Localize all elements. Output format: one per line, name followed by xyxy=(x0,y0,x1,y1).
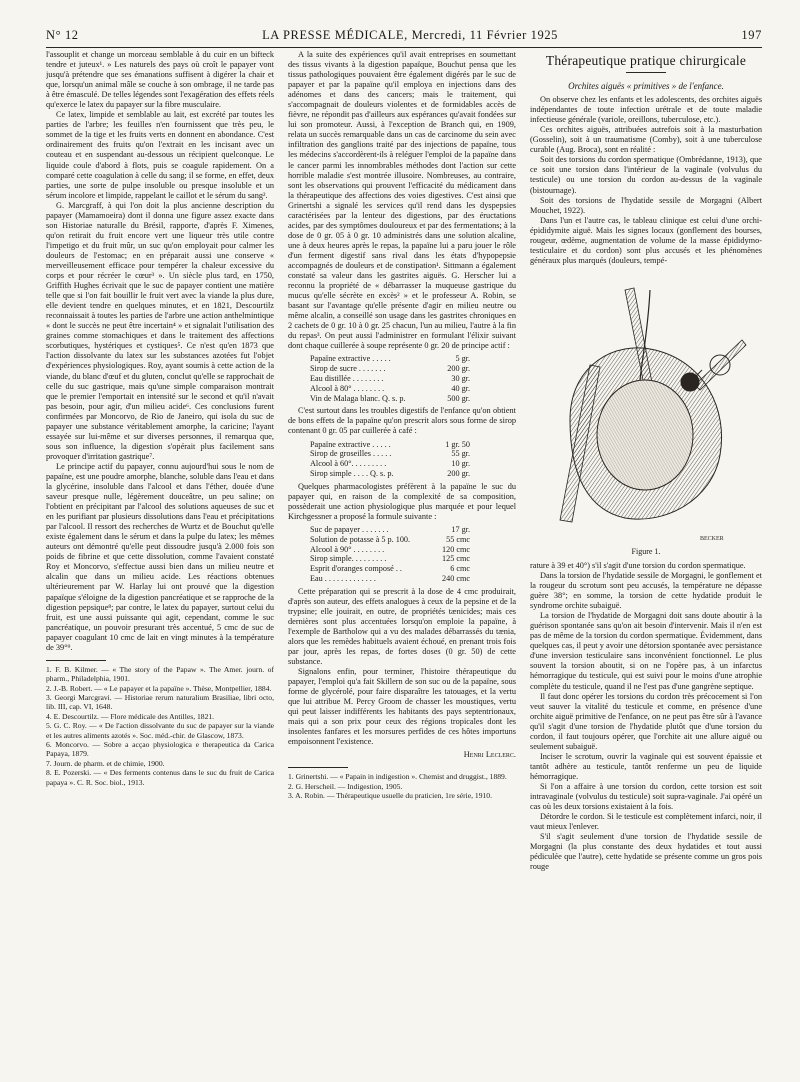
paragraph: Soit des torsions de l'hydatide sessile de Morgagni (Albert Mouchet, 1922). xyxy=(530,195,762,215)
ingredient: Papaïne extractive . . . . . xyxy=(310,439,391,449)
section-title: Thérapeutique pratique chirurgicale xyxy=(545,53,747,68)
recipe-row xyxy=(310,574,516,584)
illustrator-signature: BECKER xyxy=(700,535,724,542)
ingredient: Vin de Malaga blanc. Q. s. p. xyxy=(310,393,406,403)
paragraph: On observe chez les enfants et les adolescents, des orchites aiguës indépendantes de toute infection urétrale et de toute maladie infectieuse générale (variole, oreillons, tuberculose, etc.). xyxy=(530,95,762,125)
recipe-row xyxy=(310,459,516,469)
quantity: 55 gr. xyxy=(451,449,470,459)
recipe-row xyxy=(310,384,516,394)
footnote: 2. J.-B. Robert. — « Le papayer et la papaïne ». Thèse, Montpellier, 1884. xyxy=(46,683,272,693)
paragraph: Soit des torsions du cordon spermatique (Ombrédanne, 1913), que ce soit une torsion dans l'intérieur de la vaginale (volvulus du testicule) ou une torsion du cordon au-dessus de la vaginale (bistournage). xyxy=(530,155,762,195)
paragraph: Détordre le cordon. Si le testicule est complètement infarci, noir, il vaut mieux l'enlever. xyxy=(530,812,762,832)
quantity: 40 gr. xyxy=(451,383,470,393)
quantity: 1 gr. 50 xyxy=(445,439,470,449)
paragraph: l'assouplit et change un morceau semblable à du cuir en un bifteck tendre et juteux¹. » Les naturels des pays où croît le papayer vont jusqu'à prétendre que ses émanations suffisent à digérer la chair et que, lorsqu'un animal mâle se couche à son ombrage, il ne tarde pas à être émasculé. De telles légendes sont l'exagération des effets réels qu'exerce le latex du papayer sur la fibre musculaire. xyxy=(46,50,274,110)
ingredient: Sirop de sucre . . . . . . . xyxy=(310,364,386,374)
quantity: 200 gr. xyxy=(447,364,470,374)
page-number: 197 xyxy=(741,28,762,42)
quantity: 500 gr. xyxy=(447,393,470,403)
surgical-illustration xyxy=(530,270,758,545)
paragraph: Cette préparation qui se prescrit à la dose de 4 cmc produirait, d'après son auteur, des effets analogues à ceux de la pepsine et de la trypsine; elle jouirait, en outre, de propriétés tænicides; mais ces dernières sont plus accentuées lorsqu'on emploie la papaïne, à l'exemple de Bartholow qui a vu des malades débarrassés du tænia, alors que les remèdes habituels avaient échoué, en prenant trois fois par jour, après les repas, de fortes doses (0 gr. 50) de cette substance. xyxy=(288,586,516,667)
recipe-kirchgessner xyxy=(310,525,516,584)
recipe-syrup xyxy=(310,440,516,479)
quantity: 10 gr. xyxy=(451,459,470,469)
ingredient: Alcool à 80° . . . . . . . . xyxy=(310,383,385,393)
footnote: 1. Grinertshi. — « Papain in indigestion ». Chemist and druggist., 1889. xyxy=(288,772,507,782)
section-rule xyxy=(626,72,666,73)
paragraph: Dans la torsion de l'hydatide sessile de Morgagni, le gonflement et la rougeur du scrotum sont peu accusés, la température ne dépasse guère 38°; en somme, la torsion de cette hydatide produit le syndrome orchite subaiguë. xyxy=(530,570,762,611)
figure-caption: Figure 1. xyxy=(631,546,661,556)
recipe-elixir xyxy=(310,354,516,403)
quantity: 55 cmc xyxy=(446,534,470,544)
paragraph: La torsion de l'hydatide de Morgagni doit sans doute aboutir à la guérison spontanée sans qu'on ait besoin d'intervenir. Mais il n'en est pas de même de la torsion du cordon spermatique. Évidemment, dans quelques cas, il peut y avoir une détorsion spontanée avec persistance d'une inversion testiculaire sans inconvénient fonctionnel. Le plus souvent la torsion aboutit, si on ne l'opère pas, à un infarctus hémorragique du testicule, qui est suivi pour le moins d'une atrophie complète du testicule, quand il ne l'est pas d'une gangrène septique. xyxy=(530,611,762,691)
ingredient: Sirop simple. . . . . . . . . xyxy=(310,554,387,564)
recipe-row xyxy=(310,564,516,574)
footnote-rule xyxy=(46,660,106,661)
article-title: Orchites aiguës « primitives » de l'enfance. xyxy=(568,81,724,92)
recipe-row xyxy=(310,374,516,384)
paragraph: G. Marcgraff, à qui l'on doit la plus ancienne description du papayer (Mamamoeira) dont il donna une figure assez exacte dans son Historiae naturalle du Brésil, rapporte, d'après F. Ximenes, qu'on retirait du fruit encore vert une liqueur très utile contre l'impetigo et du fruit mûr, un suc qu'on employait pour calmer les douleurs de l'estomac; en en préparait aussi une conserve « merveilleusement efficace pour tempérer la chaleur excessive du corps et pour récréer le cœur³ ». Un siècle plus tard, en 1750, Griffith Hughes écrivait que le suc de papayer contient une matière telle que si l'on fait bouillir le fruit vert avec la viande la plus dure, elle devient tendre en quelques minutes, et en 1821, Descourtilz reconnaissait à toutes les parties de l'arbre une action anthelmintique « dont le succès ne peut être incertain⁴ » et signalait l'utilisation des graines comme stomachiques et dans le traitement des affections scorbutiques, hystériques et cystiques⁵. Ce n'est qu'en 1873 que l'action dissolvante du latex sur les substances azotées fut l'objet d'expériences physiologiques. Roy, ayant soumis à cette action de la viande, du blanc d'œuf et du gluten, conclut qu'elle se rapprochait de celle du suc gastrique, mais qu'une simple comparaison montrait que le premier l'emportait en intensité sur le second et qu'il n'avait pas besoin, pour agir, d'un milieu acide⁶. Ces conclusions furent confirmées par Moncorvo, de Rio de Janeiro, qui isola du suc de papayer une substance véritablement amorphe, la caricine; l'ayant essayée sur lui-même et sur diverses personnes, il remarqua que, sous son influence, la digestion s'opérait plus facilement sans provoquer d'irritation gastrique⁷. xyxy=(46,200,274,461)
footnote: 3. Georgi Marcgravi. — Historiae rerum naturalium Brasiliae, libri octo, lib. III, cap. VI, 1648. xyxy=(46,693,274,712)
issue-number: N° 12 xyxy=(46,28,79,42)
paragraph: Si l'on a affaire à une torsion du cordon, cette torsion est soit intravaginale (volvulus du testicule) soit supra-vaginale. J'ai opéré un cas où les deux torsions existaient à la fois. xyxy=(530,781,762,812)
column-3 xyxy=(530,50,762,1068)
recipe-row xyxy=(310,525,516,535)
paragraph: Quelques pharmacologistes préfèrent à la papaïne le suc du papayer qui, en raison de la complexité de sa composition, possèderait une action physiologique plus marquée et pour lequel Kirchgessner a proposé la formule suivante : xyxy=(288,481,516,521)
paragraph: C'est surtout dans les troubles digestifs de l'enfance qu'on obtient de bons effets de la papaïne qu'on prescrit alors sous forme de sirop contenant 0 gr. 05 par cuillerée à café : xyxy=(288,406,516,436)
paragraph: Ce latex, limpide et semblable au lait, est excrété par toutes les parties de l'arbre; les feuilles n'en fournissent que très peu, le sommet de la tige et les fruits verts en donnent en abondance. C'est ordinairement des fruits qu'on l'extrait en les incisant avec un couteau et en suspendant au-dessous un récipient quelconque. Le liquide coule d'abord à flots, puis se coagule rapidement. On a comparé cette coagulation à celle du sang; il se forme, en effet, deux parties, une sorte de pulpe insoluble ou presque insoluble et un sérum incolore et limpide, rappelant le caillot et le sérum du sang². xyxy=(46,110,274,200)
ingredient: Solution de potasse à 5 p. 100. xyxy=(310,534,411,544)
footnote-rule xyxy=(288,767,348,768)
quantity: 240 cmc xyxy=(442,573,470,583)
paragraph: Dans l'un et l'autre cas, le tableau clinique est celui d'une orchi-épididymite aiguë. Mais les signes locaux (gonflement des bourses, rougeur, œdème, augmentation de volume de la masse épididymo-testiculaire et du cordon) sont plus accusés et les phénomènes généraux plus marqués (douleurs, tempé- xyxy=(530,215,762,265)
paragraph: Inciser le scrotum, ouvrir la vaginale qui est souvent épaissie et tantôt adhère au testicule, tantôt renferme un peu de liquide hémorragique. xyxy=(530,751,762,781)
journal-title: LA PRESSE MÉDICALE, Mercredi, 11 Février 1925 xyxy=(262,28,559,42)
ingredient: Eau distillée . . . . . . . . xyxy=(310,374,384,383)
quantity: 6 cmc xyxy=(450,564,470,574)
column-2 xyxy=(288,50,516,1068)
footnote: 1. F. B. Kilmer. — « The story of the Papaw ». The Amer. journ. of pharm., Philadelphia, 1901. xyxy=(46,664,274,684)
footnote: 5. G. C. Roy. — « De l'action dissolvante du suc de papayer sur la viande et les autres aliments azotés ». Soc. méd.-chir. de Glascow, 1873. xyxy=(46,721,274,740)
paragraph: S'il s'agit seulement d'une torsion de l'hydatide sessile de Morgagni (la plus constante des deux hydatides et tout aussi pédiculée que l'autre), cette hydatide se présente comme un gros pois rouge xyxy=(530,832,762,872)
quantity: 17 gr. xyxy=(451,524,470,534)
ingredient: Sirop de groseilles . . . . . xyxy=(310,449,392,459)
recipe-row xyxy=(310,449,516,459)
ingredient: Eau . . . . . . . . . . . . . xyxy=(310,573,376,583)
paragraph: A la suite des expériences qu'il avait entreprises en soumettant des tissus vivants à la digestion papaïque, Bouchut pensa que les tissus pathologiques pouvaient être également digérés par le suc de papayer et par la papaïne qu'il employa en injections dans des adénomes et dans des cancers; mais le traitement, qui s'accompagnait de douleurs violentes et de formidables accès de fièvre, ne répondit pas d'ailleurs aux espérances qu'avait fondées sur lui son promoteur. Aussi, à l'exception de Branch qui, en 1909, relata un succès remarquable dans un cas de carcinome du sein avec infiltration des ganglions traité par des injections de papaïne, tous les médecins s'accordèrent-ils à reléguer l'emploi de la papaïne dans le cancer parmi les innombrables méthodes dont l'action sur cette horrible maladie s'est montrée illusoire. Nombreuses, au contraire, sont les observations qui prouvent l'efficacité du médicament dans la thérapeutique des affections des voies digestives. C'est ainsi que Grinertshi a signalé les services qu'il rend dans les dyspepsies caractérisées par la lenteur des digestions, par des éructations acides, par des symptômes douloureux et par des fermentations; à la dose de 0 gr. 05 à 0 gr. 10 administrés dans une solution alcaline, une à deux heures après le repas, la papaïne lui a paru jouer le rôle d'un ferment digestif sans rival dans les états d'hypopepsie accompagnés de douleurs et de constipation¹. Sittmann a également constaté sa valeur dans les gastrites aiguës. G. Herscher lui a reconnu la propriété de « débarrasser la muqueuse gastrique du mucus qu'elle sécrète en excès² » et le professeur A. Robin, se basant sur l'avantage qu'elle présente d'agir en milieu neutre ou même alcalin, a conseillé son usage dans les gastrites chroniques en 2 cachets de 0 gr. 10 à 0 gr. 25 chacun, l'un au milieu, l'autre à la fin du repas³. On peut aussi l'administrer en formulant l'élixir suivant dont chaque cuillerée à soupe représente 0 gr. 20 de principe actif : xyxy=(288,50,516,351)
column-1 xyxy=(46,50,274,1068)
ingredient: Suc de papayer . . . . . . . xyxy=(310,524,389,534)
testicle-surgery-drawing xyxy=(530,270,758,545)
ingredient: Alcool à 90° . . . . . . . . xyxy=(310,544,385,554)
journal-page xyxy=(46,28,762,1068)
footnote: 4. E. Descourtilz. — Flore médicale des Antilles, 1821. xyxy=(46,711,215,721)
footnote: 7. Journ. de pharm. et de chimie, 1900. xyxy=(46,758,165,768)
recipe-row xyxy=(310,535,516,545)
ingredient: Sirop simple . . . . Q. s. p. xyxy=(310,468,394,478)
paragraph: Le principe actif du papayer, connu aujourd'hui sous le nom de papaïne, est une poudre amorphe, blanche, soluble dans l'eau et dans la glycérine, insoluble dans l'alcool et dans l'éther, douée d'une saveur presque nulle, légèrement douceâtre, un peu saline; on l'obtient en précipitant par l'alcool des solutions aqueuses de suc et en les purifiant par plusieurs dissolutions dans l'eau et précipitations par l'alcool. Il ressort des recherches de Wurtz et de Bouchut qu'elle existe également dans le sérum et dans la pulpe du latex; les mêmes auteurs ont démontré qu'elle peut dissoudre jusqu'à 2.000 fois son poids de fibrine et que cette dissolution, comme l'avaient constaté Roy et Moncorvo, s'effectue aussi bien dans un milieu neutre et alcalin que dans un milieu acide. Les réactions obtenues ultérieurement par W. Harlay lui ont prouvé que la digestion papaïque s'éloigne de la digestion pancréatique et se rapproche de la digestion pepsique⁸; par contre, le latex du papayer, surtout celui du fruit, est une aussi puissante qui agit, cependant, comme le suc pancréatique, un pouvoir presurant très accentué, 5 cmc de suc de papayer coagulant 10 cmc de lait en vingt minutes à la température de 39°⁹. xyxy=(46,461,274,652)
quantity: 200 gr. xyxy=(447,468,470,478)
author-signature: Henri Leclerc. xyxy=(463,750,516,760)
footnote: 2. G. Herscheil. — Indigestion, 1905. xyxy=(288,781,403,791)
paragraph: Ces orchites aiguës, attribuées autrefois soit à la masturbation (Gosselin), soit à un traumatisme (Comby), soit à une tuberculose curable (Aug. Broca), sont en réalité : xyxy=(530,125,762,155)
recipe-row xyxy=(310,545,516,555)
recipe-row xyxy=(310,440,516,450)
footnote: 8. E. Pozerski. — « Des ferments contenus dans le suc du fruit de Carica papaya ». C. R. Soc. biol., 1913. xyxy=(46,768,274,787)
paragraph: Signalons enfin, pour terminer, l'histoire thérapeutique du papayer, l'emploi qu'a fait Skillern de son suc ou de la papaïne, sous forme de glycérolé, pour faire disparaître les tatouages, et la vertu que lui attribue M. Percy Groom de chasser les moustiques, vertu qui peut laisser indifférents les habitants des pays septentrionaux, mais qui a son prix pour ceux des régions tropicales dont les insolentes fanfares et les morsures perfides de ces hôtes importuns empoisonnent l'existence. xyxy=(288,667,516,747)
quantity: 30 gr. xyxy=(451,374,470,383)
recipe-row xyxy=(310,394,516,404)
recipe-row xyxy=(310,354,516,364)
footnote: 3. A. Robin. — Thérapeutique usuelle du praticien, 1re série, 1910. xyxy=(288,791,492,801)
quantity: 5 gr. xyxy=(455,354,470,364)
recipe-row xyxy=(310,554,516,564)
ingredient: Papaïne extractive . . . . . xyxy=(310,354,391,364)
recipe-row xyxy=(310,364,516,374)
footnote: 6. Moncorvo. — Sobre a acçao physiologica e therapeutica da Carica Papaya, 1879. xyxy=(46,740,274,759)
page-header xyxy=(46,28,762,48)
ingredient: Esprit d'oranges composé . . xyxy=(310,564,402,574)
quantity: 120 cmc xyxy=(442,544,470,554)
ingredient: Alcool à 60°. . . . . . . . . xyxy=(310,459,387,469)
paragraph: rature à 39 et 40°) s'il s'agit d'une torsion du cordon spermatique. xyxy=(530,560,746,570)
paragraph: Il faut donc opérer les torsions du cordon très précocement si l'on veut sauver la vitalité du testicule et comme, en présence d'une orchite aiguë primitive de l'enfance, on ne peut pas être sûr à l'avance qu'il s'agit d'une torsion de l'hydatide plutôt que d'une torsion du cordon, il faut toujours opérer, que l'orchite ait une allure aiguë ou seulement subaiguë. xyxy=(530,691,762,751)
quantity: 125 cmc xyxy=(442,554,470,564)
text-columns xyxy=(46,50,762,1068)
recipe-row xyxy=(310,469,516,479)
